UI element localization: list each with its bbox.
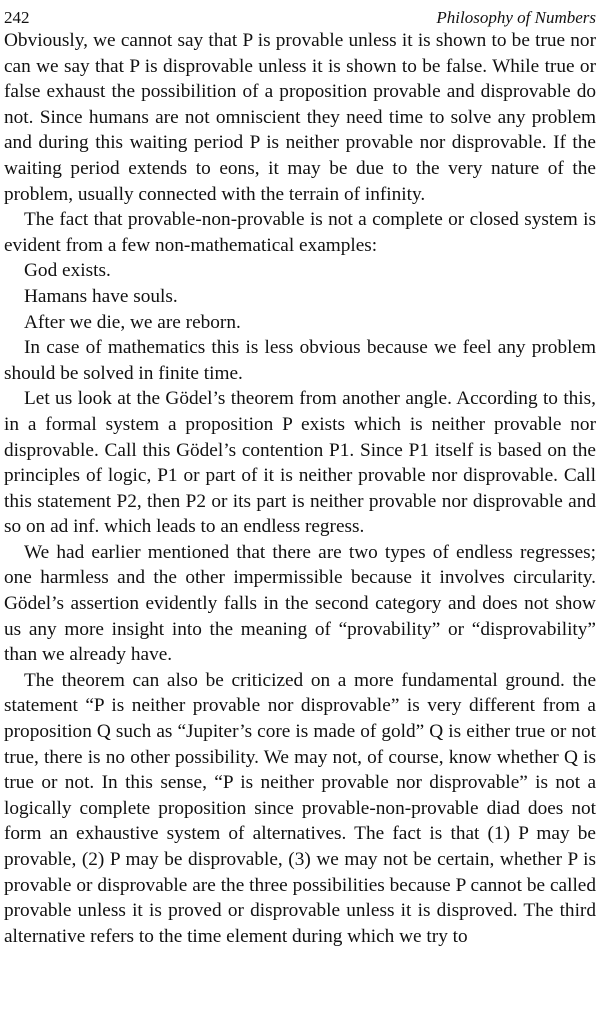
page-number: 242: [4, 8, 30, 27]
running-title: Philosophy of Numbers: [436, 8, 596, 27]
page-header: [4, 0, 596, 28]
paragraph-6: The theorem can also be criticized on a more fundamental ground. the statement “P is neither provable nor disprovable” is very different from a proposition Q such as “Jupiter’s core is made of gold” Q is either true or not true, there is no other possibility. We may not, of course, know whether Q is true or not. In this sense, “P is neither provable nor disprovable” is not a logically complete proposition since provable-non-provable diad does not form an exhaustive system of alternatives. The fact is that (1) P may be provable, (2) P may be disprovable, (3) we may not be certain, whether P is provable or disprovable are the three possibilities because P cannot be called provable unless it is proved or disprovable unless it is disproved. The third alternative refers to the time element during which we try to: [4, 669, 596, 947]
example-line-2: Hamans have souls.: [24, 285, 178, 307]
example-line-3: After we die, we are reborn.: [24, 311, 241, 333]
paragraph-2: The fact that provable-non-provable is not a complete or closed system is evident from a few non-mathematical examples:: [4, 209, 596, 256]
paragraph-3: In case of mathematics this is less obvious because we feel any problem should be solved in finite time.: [4, 337, 596, 384]
paragraph-1: Obviously, we cannot say that P is provable unless it is shown to be true nor can we say that P is disprovable unless it is shown to be false. While true or false exhaust the possibilition of a proposition provable and disprovable do not. Since humans are not omniscient they need time to solve any problem and during this waiting period P is neither provable nor disprovable. If the waiting period extends to eons, it may be due to the very nature of the problem, usually connected with the terrain of infinity.: [4, 30, 596, 205]
example-line-1: God exists.: [24, 260, 111, 282]
paragraph-5: We had earlier mentioned that there are two types of endless regresses; one harmless and the other impermissible because it involves circularity. Gödel’s assertion evidently falls in the second category and does not show us any more insight into the meaning of “provability” or “disprovability” than we already have.: [4, 541, 596, 666]
paragraph-4: Let us look at the Gödel’s theorem from another angle. According to this, in a formal system a proposition P exists which is neither provable nor disprovable. Call this Gödel’s contention P1. Since P1 itself is based on the principles of logic, P1 or part of it is neither provable nor disprovable. Call this statement P2, then P2 or its part is neither provable nor disprovable and so on ad inf. which leads to an endless regress.: [4, 388, 596, 538]
body-text: [4, 28, 596, 949]
